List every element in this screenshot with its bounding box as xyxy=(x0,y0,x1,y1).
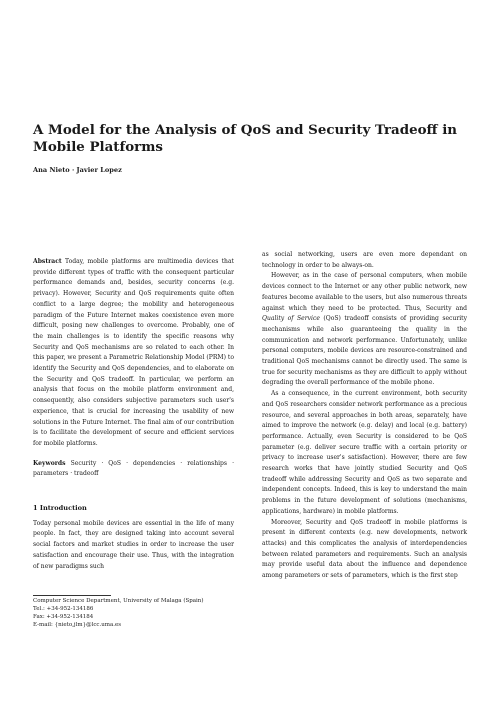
paper-authors: Ana Nieto · Javier Lopez xyxy=(33,166,122,174)
p2-emphasis: Quality of Service xyxy=(262,315,320,323)
intro-paragraph-1: Today personal mobile devices are essential in the life of many people. In fact, they are designed taking into account several social factors and market studies in order to increase the user satisfaction and encourage their use. Thus, with the integration of new paradigms such xyxy=(33,519,234,570)
intro-paragraph-3: As a consequence, in the current environment, both security and QoS researchers consider network performance as a precious resource, and several approaches in both areas, separately, have aimed to improve the network (e.g. delay) and local (e.g. battery) performance. Actually, even Security is considered to be QoS parameter (e.g. deliver secure traffic with a certain priority or privacy to increase user's satisfaction). However, there are few research works that have jointly studied Security and QoS tradeoff while addressing Security and QoS as two separate and independent concepts. Indeed, this is key to understand the main problems in the future development of solutions (mechanisms, applications, hardware) in mobile platforms. xyxy=(262,390,467,515)
intro-paragraph-2 xyxy=(262,271,467,389)
intro-paragraph-1-cont: as social networking, users are even more dependant on technology in order to be always-on. xyxy=(262,251,467,269)
p2-text-a: However, as in the case of personal computers, when mobile devices connect to the Internet or any other public network, new features become available to the users, but also numerous threats against which they need to be protected. Thus, Security and xyxy=(262,272,467,312)
keywords xyxy=(33,459,234,480)
footnote-rule xyxy=(33,595,111,596)
paper-title: A Model for the Analysis of QoS and Security Tradeoff in Mobile Platforms xyxy=(33,122,458,155)
left-column xyxy=(33,257,234,572)
footnote-fax: Fax: +34-952-134184 xyxy=(33,613,94,620)
abstract xyxy=(33,257,234,450)
footnote-email: E-mail: {nieto,jlm}@lcc.uma.es xyxy=(33,621,122,628)
right-column xyxy=(262,250,467,582)
footnote-tel: Tel.: +34-952-134186 xyxy=(33,605,94,612)
section-heading: 1 Introduction xyxy=(33,504,87,513)
footnote-affiliation: Computer Science Department, University of Malaga (Spain) xyxy=(33,598,204,604)
keywords-label: Keywords xyxy=(33,459,66,467)
abstract-text: Today, mobile platforms are multimedia devices that provide different types of traffic with the consequent particular performance demands and, besides, security concerns (e.g. privacy). However, Security and QoS requirements quite often conflict to a large degree; the mobility and heterogeneous paradigm of the Future Internet makes coexistence even more difficult, posing new challenges to overcome. Probably, one of the main challenges is to identify the specific reasons why Security and QoS mechanisms are so related to each other. In this paper, we present a Parametric Relationship Model (PRM) to identify the Security and QoS dependencies, and to elaborate on the Security and QoS tradeoff. In particular, we perform an analysis that focus on the mobile platform environment and, consequently, also considers subjective parameters such user's experience, that is crucial for increasing the usability of new solutions in the Future Internet. The final aim of our contribution is to facilitate the development of secure and efficient services for mobile platforms. xyxy=(33,258,234,447)
p2-text-b: (QoS) tradeoff consists of providing security mechanisms while also guaranteeing the quality in the communication and network performance. Unfortunately, unlike personal computers, mobile devices are resource-constrained and traditional QoS mechanisms cannot be directly used. The same is true for security mechanisms as they are difficult to apply without degrading the overall performance of the mobile phone. xyxy=(262,315,467,387)
keywords-text: Security · QoS · dependencies · relationships · parameters · tradeoff xyxy=(33,459,234,478)
footnote xyxy=(33,595,234,630)
abstract-label: Abstract xyxy=(33,258,62,265)
intro-paragraph-4: Moreover, Security and QoS tradeoff in mobile platforms is present in different contexts (e.g. new developments, network attacks) and this complicates the analysis of interdependencies between related parameters and requirements. Such an analysis may provide useful data about the influence and dependence among parameters or sets of parameters, which is the first step xyxy=(262,518,467,580)
